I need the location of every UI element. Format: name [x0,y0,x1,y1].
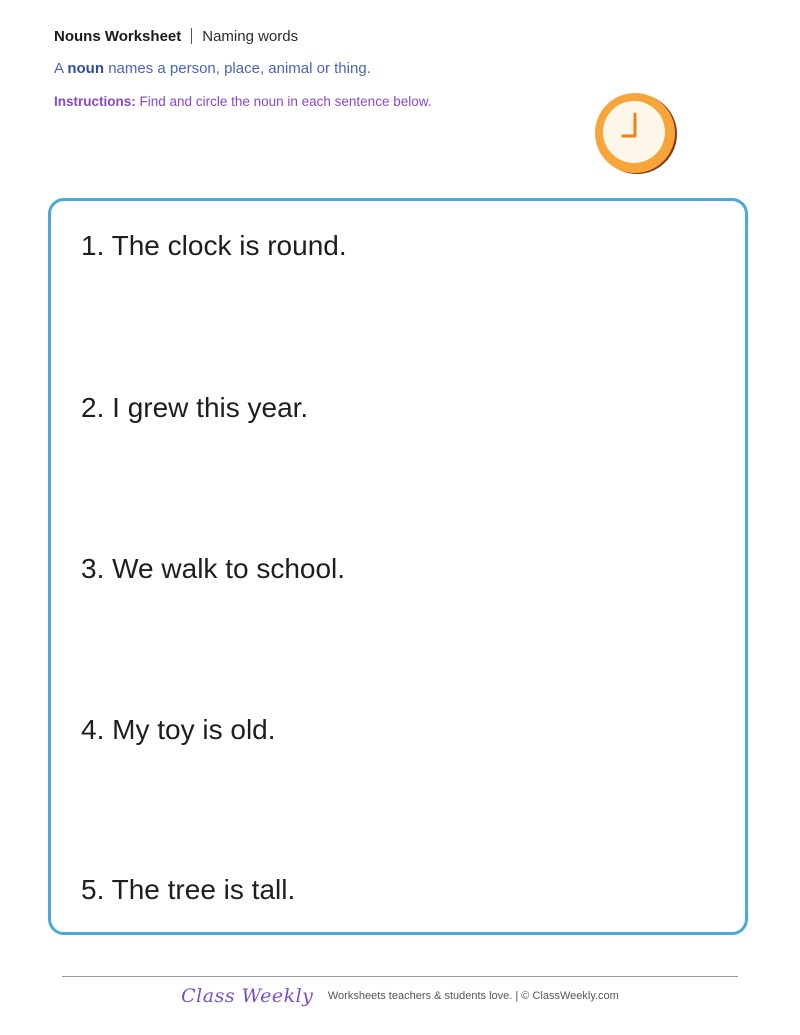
instructions [54,94,431,110]
page-subtitle: Naming words [202,28,299,45]
clock-icon [590,92,680,176]
noun-definition [54,60,371,78]
title-separator [191,28,192,44]
brand-logo: Class Weekly [181,985,314,1007]
footer-divider [62,976,738,977]
instructions-label: Instructions: [54,94,136,109]
question-3: 3. We walk to school. [81,553,346,584]
worksheet-header [54,28,298,46]
definition-keyword: noun [67,60,105,77]
definition-prefix: A [54,60,64,77]
page-title: Nouns Worksheet [54,28,182,45]
question-4: 4. My toy is old. [81,714,276,745]
question-5: 5. The tree is tall. [81,874,296,905]
footer-tagline: Worksheets teachers & students love. | © ClassWeekly.com [327,990,619,1002]
instructions-text: Find and circle the noun in each sentence below. [139,94,432,109]
definition-text: names a person, place, animal or thing. [108,60,371,77]
question-2: 2. I grew this year. [81,392,309,423]
question-1: 1. The clock is round. [81,230,347,261]
footer [0,985,800,1007]
